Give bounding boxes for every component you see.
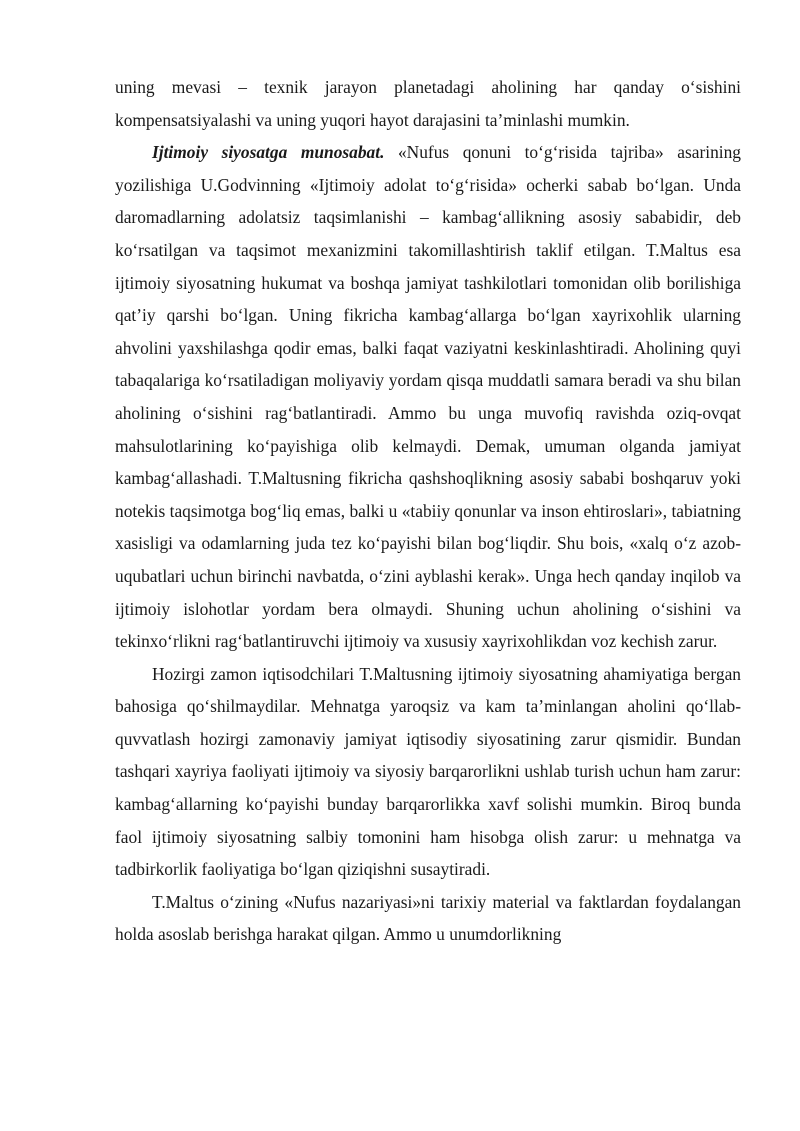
- paragraph-population-theory: [115, 886, 741, 951]
- paragraph-text: «Nufus qonuni to‘g‘risida tajriba» asarining yozilishiga U.Godvinning «Ijtimoiy adolat to‘g‘risida» ocherki sabab bo‘lgan. Unda daromadlarning adolatsiz taqsimlanishi – kambag‘allikning asosiy sababidir, deb ko‘rsatilgan va taqsimot mexanizmini takomillashtirish taklif etilgan. T.Maltus esa ijtimoiy siyosatning hukumat va boshqa jamiyat tashkilotlari tomonidan olib borilishiga qat’iy qarshi bo‘lgan. Uning fikricha kambag‘allarga bo‘lgan xayrixohlik ularning ahvolini yaxshilashga qodir emas, balki faqat vaziyatni keskinlashtiradi. Aholining quyi tabaqalariga ko‘rsatiladigan moliyaviy yordam qisqa muddatli samara beradi va shu bilan aholining o‘sishini rag‘batlantiradi. Ammo bu unga muvofiq ravishda oziq-ovqat mahsulotlarining ko‘payishiga olib kelmaydi. Demak, umuman olganda jamiyat kambag‘allashadi. T.Maltusning fikricha qashshoqlikning asosiy sababi boshqaruv yoki notekis taqsimotga bog‘liq emas, balki u «tabiiy qonunlar va inson ehtiroslari», tabiatning xasisligi va odamlarning juda tez ko‘payishi bilan bog‘liqdir. Shu bois, «xalq o‘z azob-uqubatlari uchun birinchi navbatda, o‘zini ayblashi kerak». Unga hech qanday inqilob va ijtimoiy islohotlar yordam bera olmaydi. Shuning uchun aholining o‘sishini va tekinxo‘rlikni rag‘batlantiruvchi ijtimoiy va xususiy xayrixohlikdan voz kechish zarur.: [115, 142, 741, 652]
- paragraph-social-policy: [115, 136, 741, 658]
- paragraph-text: T.Maltus o‘zining «Nufus nazariyasi»ni tarixiy material va faktlardan foydalangan holda asoslab berishga harakat qilgan. Ammo u unumdorlikning: [115, 891, 741, 945]
- section-heading-inline: Ijtimoiy siyosatga munosabat.: [152, 142, 385, 163]
- paragraph-modern-economists: [115, 658, 741, 886]
- document-page: [115, 71, 741, 951]
- paragraph-continuation: [115, 71, 741, 136]
- paragraph-text: Hozirgi zamon iqtisodchilari T.Maltusning ijtimoiy siyosatning ahamiyatiga bergan bahosiga qo‘shilmaydilar. Mehnatga yaroqsiz va kam ta’minlangan aholini qo‘llab-quvvatlash hozirgi zamonaviy jamiyat iqtisodiy siyosatining zarur qismidir. Bundan tashqari xayriya faoliyati ijtimoiy va siyosiy barqarorlikni ushlab turish uchun ham zarur: kambag‘allarning ko‘payishi bunday barqarorlikka xavf solishi mumkin. Biroq bunda faol ijtimoiy siyosatning salbiy tomonini ham hisobga olish zarur: u mehnatga va tadbirkorlik faoliyatiga bo‘lgan qiziqishni susaytiradi.: [115, 663, 741, 880]
- paragraph-text: uning mevasi – texnik jarayon planetadagi aholining har qanday o‘sishini kompensatsiyalashi va uning yuqori hayot darajasini ta’minlashi mumkin.: [115, 77, 741, 130]
